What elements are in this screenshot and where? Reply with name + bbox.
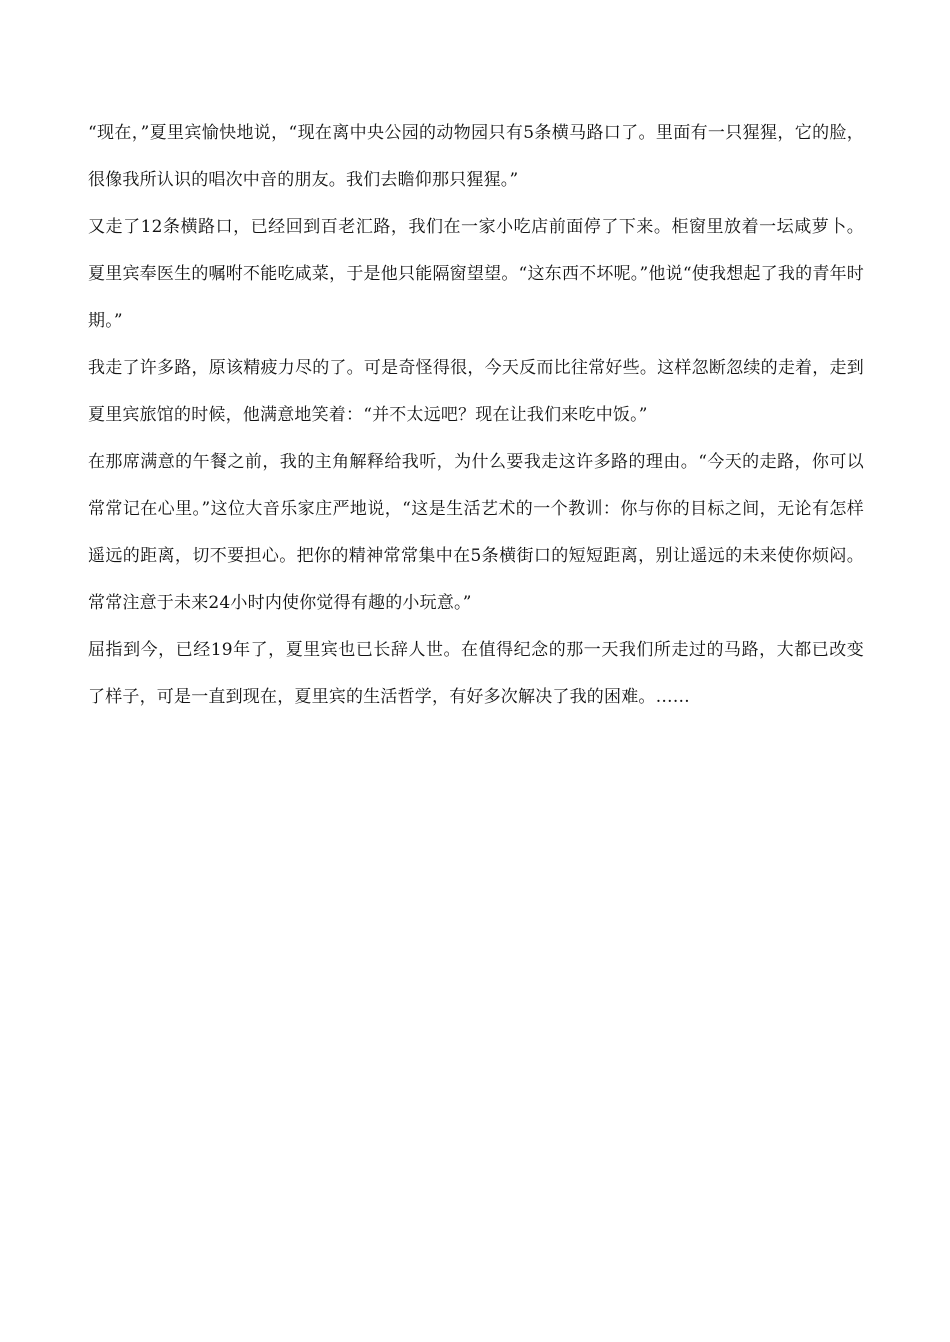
paragraph-4: 在那席满意的午餐之前，我的主角解释给我听，为什么要我走这许多路的理由。“今天的走路，你可以常常记在心里。”这位大音乐家庄严地说，“这是生活艺术的一个教训：你与你的目标之间，无论有怎样遥远的距离，切不要担心。把你的精神常常集中在5条横街口的短短距离，别让遥远的未来使你烦闷。常常注意于未来24小时内使你觉得有趣的小玩意。”	[88, 452, 864, 613]
paragraph-2: 又走了12条横路口，已经回到百老汇路，我们在一家小吃店前面停了下来。柜窗里放着一坛咸萝卜。夏里宾奉医生的嘱咐不能吃咸菜，于是他只能隔窗望望。“这东西不坏呢。”他说“使我想起了我的青年时期。”	[88, 217, 864, 331]
paragraph-1: “现在，”夏里宾愉快地说，“现在离中央公园的动物园只有5条横马路口了。里面有一只猩猩，它的脸，很像我所认识的唱次中音的朋友。我们去瞻仰那只猩猩。”	[88, 123, 864, 190]
document-page	[88, 110, 864, 721]
paragraph-5: 屈指到今，已经19年了，夏里宾也已长辞人世。在值得纪念的那一天我们所走过的马路，大都已改变了样子，可是一直到现在，夏里宾的生活哲学，有好多次解决了我的困难。……	[88, 640, 864, 707]
paragraph-3: 我走了许多路，原该精疲力尽的了。可是奇怪得很，今天反而比往常好些。这样忽断忽续的走着，走到夏里宾旅馆的时候，他满意地笑着：“并不太远吧？现在让我们来吃中饭。”	[88, 358, 864, 425]
